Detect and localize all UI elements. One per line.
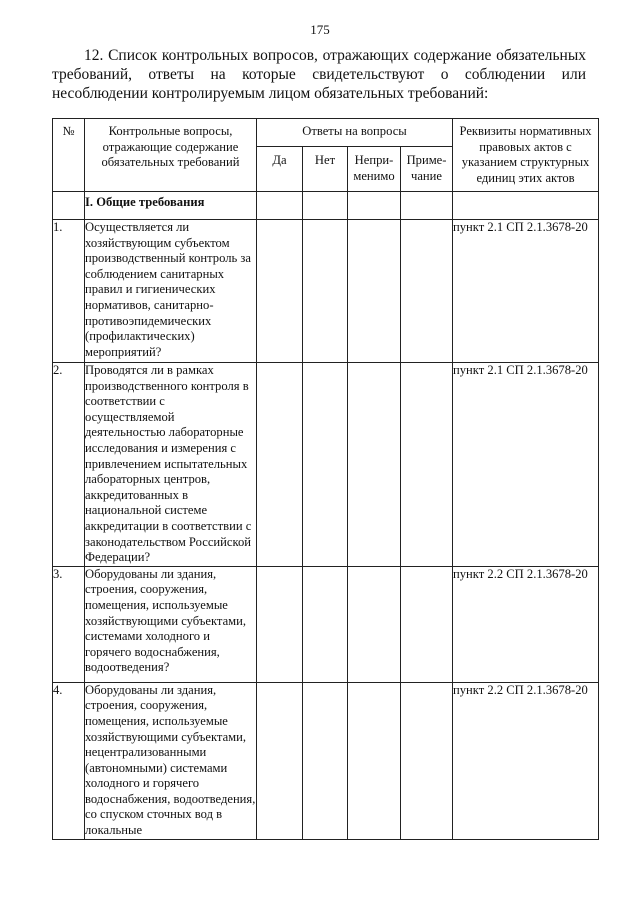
answer-cell-not-applicable[interactable] [348,363,401,567]
header-requisites: Реквизиты нормативных правовых актов с указанием структурных единиц этих актов [453,119,599,192]
row-question: Проводятся ли в рамках производственного контроля в соответствии с осуществляемой деятельностью лабораторные исследования и измерения с привлечением испытательных лабораторных центров, аккредитованных в национальной системе аккредитации в соответствии с законодательством Российской Федерации? [85,363,257,567]
table-row [53,682,599,839]
header-number: № [53,119,85,192]
answer-cell-yes[interactable] [257,682,303,839]
answer-cell-note[interactable] [401,363,453,567]
section-title: I. Общие требования [85,192,257,220]
answer-cell-yes[interactable] [257,363,303,567]
row-number: 2. [53,363,85,567]
row-number: 1. [53,220,85,363]
section-heading: 12. Список контрольных вопросов, отражающих содержание обязательных требований, ответы на которые свидетельствуют о соблюдении или несоблюдении контролируемым лицом обязательных требований: [52,47,586,102]
row-requisite: пункт 2.1 СП 2.1.3678-20 [453,363,599,567]
answer-cell-yes[interactable] [257,192,303,220]
row-number: 3. [53,566,85,682]
answer-cell-note[interactable] [401,566,453,682]
row-requisite: пункт 2.1 СП 2.1.3678-20 [453,220,599,363]
answer-cell-no[interactable] [303,566,348,682]
header-yes: Да [257,147,303,192]
section-number-cell [53,192,85,220]
answer-cell-not-applicable[interactable] [348,220,401,363]
requisite-cell [453,192,599,220]
row-question: Осуществляется ли хозяйствующим субъектом производственный контроль за соблюдением санитарных правил и гигиенических нормативов, санитарно-противоэпидемических (профилактических) мероприятий? [85,220,257,363]
table-row [53,566,599,682]
answer-cell-not-applicable[interactable] [348,566,401,682]
row-requisite: пункт 2.2 СП 2.1.3678-20 [453,682,599,839]
answer-cell-no[interactable] [303,220,348,363]
header-not-applicable: Непри- менимо [348,147,401,192]
answer-cell-yes[interactable] [257,220,303,363]
answer-cell-no[interactable] [303,363,348,567]
row-requisite: пункт 2.2 СП 2.1.3678-20 [453,566,599,682]
header-question: Контрольные вопросы, отражающие содержание обязательных требований [85,119,257,192]
row-question: Оборудованы ли здания, строения, сооружения, помещения, используемые хозяйствующими субъектами, нецентрализованными (автономными) системами холодного и горячего водоснабжения, водоотведения, со спуском сточных вод в локальные [85,682,257,839]
answer-cell-note[interactable] [401,192,453,220]
table-row [53,220,599,363]
answer-cell-no[interactable] [303,682,348,839]
checklist-table [52,118,599,840]
row-question: Оборудованы ли здания, строения, сооружения, помещения, используемые хозяйствующими субъектами, системами холодного и горячего водоснабжения, водоотведения? [85,566,257,682]
section-row [53,192,599,220]
header-note: Приме- чание [401,147,453,192]
page-number: 175 [310,22,330,37]
answer-cell-note[interactable] [401,220,453,363]
header-answers: Ответы на вопросы [257,119,453,147]
answer-cell-note[interactable] [401,682,453,839]
table-row [53,363,599,567]
header-no-answer: Нет [303,147,348,192]
answer-cell-not-applicable[interactable] [348,682,401,839]
answer-cell-yes[interactable] [257,566,303,682]
answer-cell-no[interactable] [303,192,348,220]
row-number: 4. [53,682,85,839]
answer-cell-not-applicable[interactable] [348,192,401,220]
